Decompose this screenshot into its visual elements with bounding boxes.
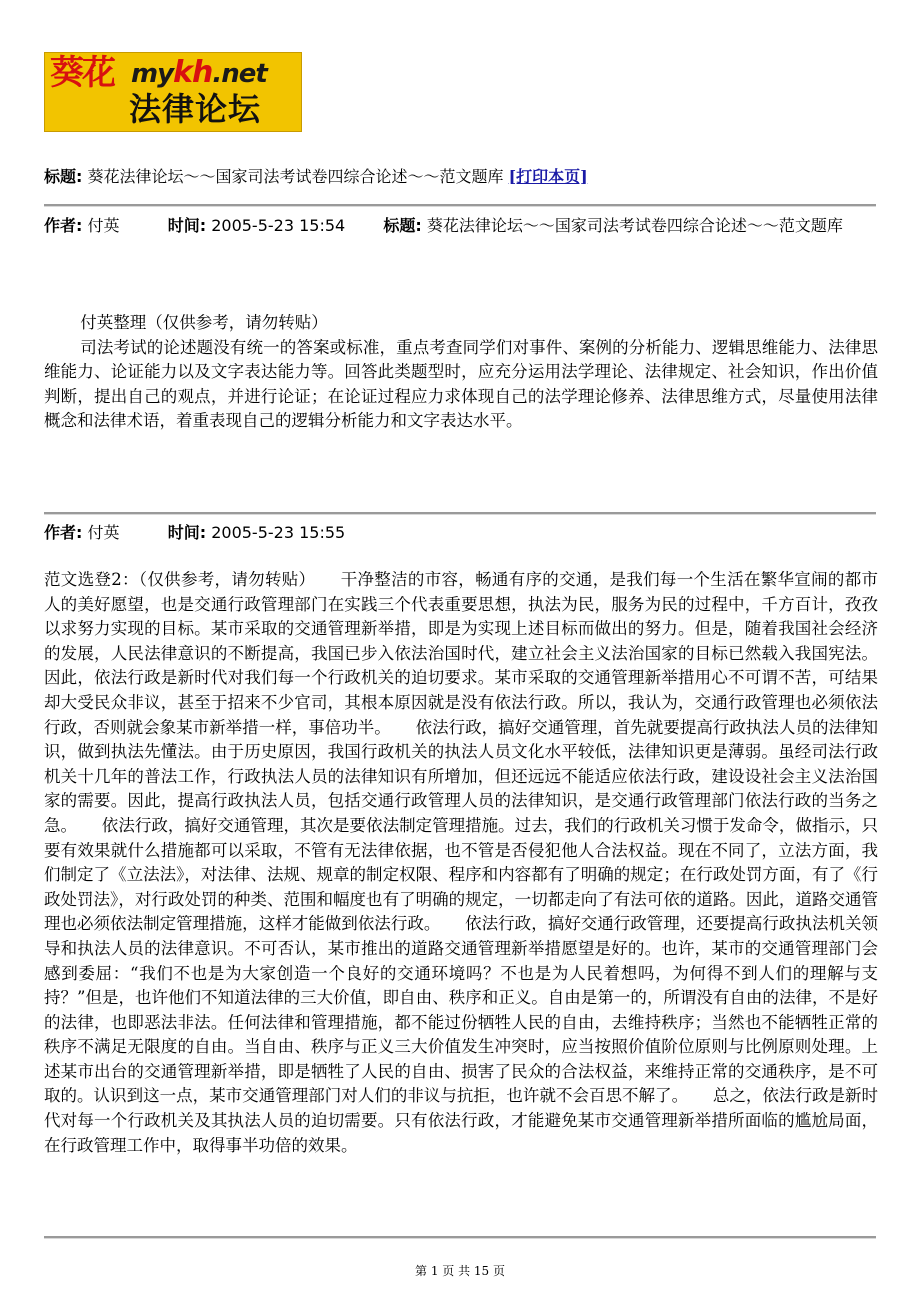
logo-site-name: [131, 55, 267, 90]
logo-left-text: 葵花: [50, 53, 114, 93]
divider: [44, 512, 876, 515]
post-1-body: [44, 311, 878, 434]
logo-forum-text: 法律论坛: [129, 90, 262, 128]
author-label: 作者:: [44, 523, 83, 542]
logo-site-suffix: .net: [212, 59, 267, 89]
time-label: 时间:: [167, 523, 207, 542]
thread-title-row: [44, 165, 878, 189]
post-1-note: 付英整理（仅供参考，请勿转贴）: [80, 313, 328, 332]
site-logo: [44, 52, 302, 132]
post-1-paragraph: 司法考试的论述题没有统一的答案或标准，重点考查同学们对事件、案例的分析能力、逻辑思维能力、法律思维能力、论证能力以及文字表达能力等。回答此类题型时，应充分运用法学理论、法律规定、社会知识，作出价值判断，提出自己的观点，并进行论证；在论证过程应力求体现自己的法学理论修养、法律思维方式，尽量使用法律概念和法律术语，着重表现自己的逻辑分析能力和文字表达水平。: [44, 337, 878, 431]
author-name: 付英: [87, 523, 120, 542]
post-title: 葵花法律论坛～～国家司法考试卷四综合论述～～范文题库: [426, 216, 843, 235]
print-page-link[interactable]: [打印本页]: [508, 167, 588, 186]
thread-title-label: 标题:: [44, 167, 83, 186]
post-2-meta: [44, 521, 878, 545]
logo-site-highlight: kh: [173, 55, 213, 90]
divider: [44, 204, 876, 207]
post-time: 2005-5-23 15:54: [211, 216, 346, 235]
post-1-meta: [44, 214, 878, 237]
page-number: 第 1 页 共 15 页: [415, 1264, 505, 1278]
divider: [44, 1236, 876, 1239]
thread-title: 葵花法律论坛～～国家司法考试卷四综合论述～～范文题库: [87, 167, 504, 186]
post-title-label: 标题:: [383, 216, 422, 235]
logo-site-prefix: my: [131, 59, 174, 89]
author-name: 付英: [87, 216, 120, 235]
post-2-body: 范文选登2：（仅供参考，请勿转贴） 干净整洁的市容，畅通有序的交通，是我们每一个生活在繁华宣闹的都市人的美好愿望，也是交通行政管理部门在实践三个代表重要思想，执法为民，服务为民的过程中，千方百计，孜孜以求努力实现的目标。某市采取的交通管理新举措，即是为实现上述目标而做出的努力。但是，随着我国社会经济的发展，人民法律意识的不断提高，我国已步入依法治国时代，建立社会主义法治国家的目标已然载入我国宪法。因此，依法行政是新时代对我们每一个行政机关的迫切要求。某市采取的交通管理新举措用心不可谓不苦，可结果却大受民众非议，甚至于招来不少官司，其根本原因就是没有依法行政。所以，我认为，交通行政管理也必须依法行政，否则就会象某市新举措一样，事倍功半。 依法行政，搞好交通管理，首先就要提高行政执法人员的法律知识，做到执法先懂法。由于历史原因，我国行政机关的执法人员文化水平较低，法律知识更是薄弱。虽经司法行政机关十几年的普法工作，行政执法人员的法律知识有所增加，但还远远不能适应依法行政，建设设社会主义法治国家的需要。因此，提高行政执法人员，包括交通行政管理人员的法律知识，是交通行政管理部门依法行政的当务之急。 依法行政，搞好交通管理，其次是要依法制定管理措施。过去，我们的行政机关习惯于发命令，做指示，只要有效果就什么措施都可以采取，不管有无法律依据，也不管是否侵犯他人合法权益。现在不同了，立法方面，我们制定了《立法法》，对法律、法规、规章的制定权限、程序和内容都有了明确的规定；在行政处罚方面，有了《行政处罚法》，对行政处罚的种类、范围和幅度也有了明确的规定，一切都走向了有法可依的道路。因此，道路交通管理也必须依法制定管理措施，这样才能做到依法行政。 依法行政，搞好交通行政管理，还要提高行政执法机关领导和执法人员的法律意识。不可否认，某市推出的道路交通管理新举措愿望是好的。也许，某市的交通管理部门会感到委屈：“我们不也是为大家创造一个良好的交通环境吗？不也是为人民着想吗，为何得不到人们的理解与支持？”但是，也许他们不知道法律的三大价值，即自由、秩序和正义。自由是第一的，所谓没有自由的法律，不是好的法律，也即恶法非法。任何法律和管理措施，都不能过份牺牲人民的自由，去维持秩序；当然也不能牺牲正常的秩序不满足无限度的自由。当自由、秩序与正义三大价值发生冲突时，应当按照价值阶位原则与比例原则处理。上述某市出台的交通管理新举措，即是牺牲了人民的自由、损害了民众的合法权益，来维持正常的交通秩序，是不可取的。认识到这一点，某市交通管理部门对人们的非议与抗拒，也许就不会百思不解了。 总之，依法行政是新时代对每一个行政机关及其执法人员的迫切需要。只有依法行政，才能避免某市交通管理新举措所面临的尴尬局面，在行政管理工作中，取得事半功倍的效果。: [44, 570, 878, 1155]
author-label: 作者:: [44, 216, 83, 235]
post-time: 2005-5-23 15:55: [211, 523, 346, 542]
time-label: 时间:: [167, 216, 207, 235]
